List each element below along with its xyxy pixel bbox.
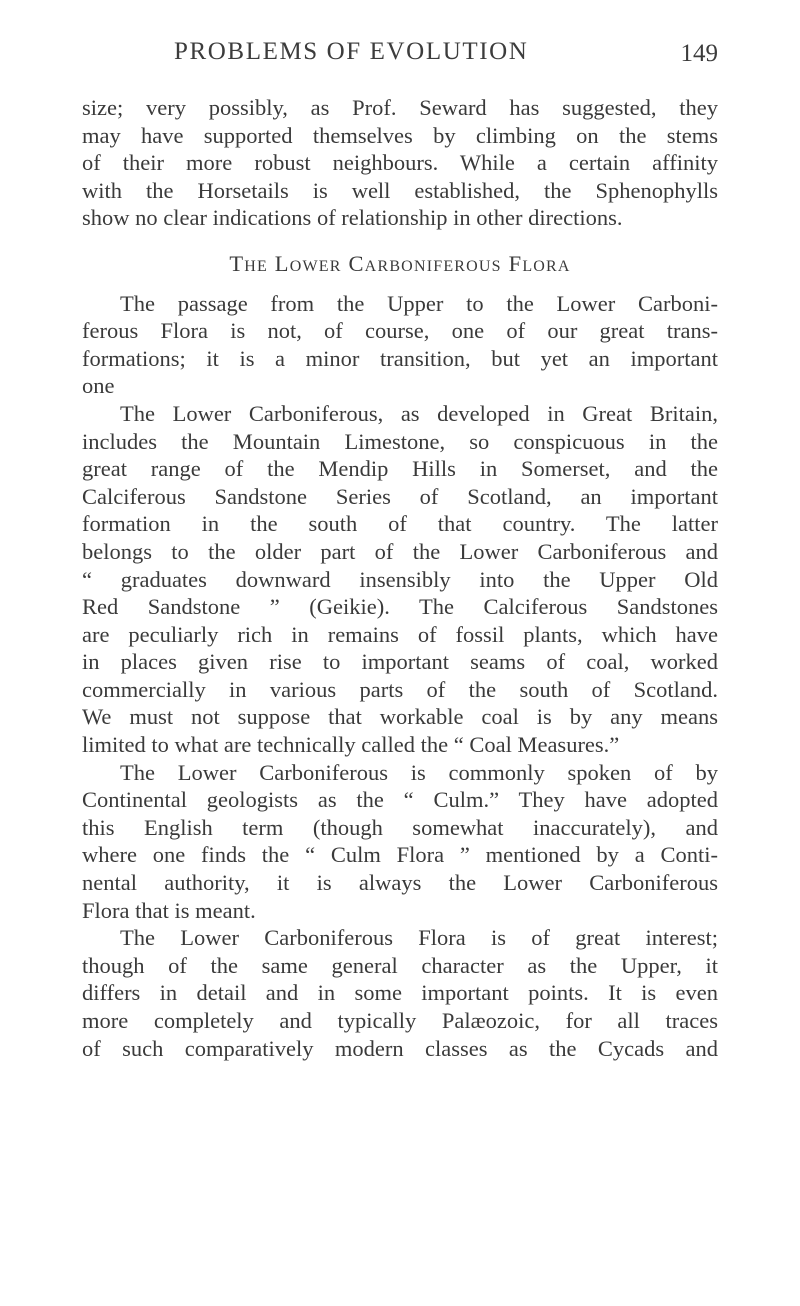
text-line: includes the Mountain Limestone, so conspicuous in the [82, 428, 718, 454]
text-line: may have supported themselves by climbing on the stems [82, 122, 718, 148]
text-line: differs in detail and in some important points. It is even [82, 980, 718, 1006]
paragraph-3 [82, 400, 718, 759]
paragraph-4 [82, 759, 718, 925]
text-line: of their more robust neighbours. While a certain affinity [82, 150, 718, 176]
section-heading: The Lower Carboniferous Flora [229, 250, 571, 276]
text-line: We must not suppose that workable coal is by any means [82, 704, 718, 730]
text-line: The Lower Carboniferous is commonly spoken of by [120, 759, 718, 785]
text-line: this English term (though somewhat inaccurately), and [82, 814, 718, 840]
text-line: Continental geologists as the “ Culm.” They have adopted [82, 787, 718, 813]
text-line: ferous Flora is not, of course, one of our great trans- [82, 318, 718, 344]
text-line: Flora that is meant. [82, 897, 256, 923]
text-line: limited to what are technically called the “ Coal Measures.” [82, 732, 620, 758]
text-line: of such comparatively modern classes as the Cycads and [82, 1035, 718, 1061]
text-line: show no clear indications of relationship in other directions. [82, 205, 623, 231]
text-line: more completely and typically Palæozoic, for all traces [82, 1008, 718, 1033]
text-line: “ graduates downward insensibly into the Upper Old [82, 566, 718, 592]
paragraph-1 [82, 94, 718, 232]
text-line: formations; it is a minor transition, but yet an important [82, 345, 718, 371]
text-line: belongs to the older part of the Lower Carboniferous and [82, 538, 718, 564]
running-title: PROBLEMS OF EVOLUTION [174, 38, 529, 65]
text-line: Red Sandstone ” (Geikie). The Calciferous Sandstones [82, 594, 718, 620]
text-line: though of the same general character as the Upper, it [82, 952, 718, 978]
text-line: The passage from the Upper to the Lower Carboni- [120, 290, 718, 316]
text-line: with the Horsetails is well established, the Sphenophylls [82, 177, 718, 203]
text-line: where one finds the “ Culm Flora ” mentioned by a Conti- [82, 842, 718, 868]
text-line: are peculiarly rich in remains of fossil plants, which have [82, 621, 718, 647]
paragraph-5 [82, 924, 718, 1062]
text-line: great range of the Mendip Hills in Somerset, and the [82, 456, 718, 482]
page-number: 149 [680, 40, 718, 67]
text-line: commercially in various parts of the south of Scotland. [82, 676, 718, 702]
body-text [82, 94, 718, 1062]
text-line: formation in the south of that country. The latter [82, 511, 718, 537]
paragraph-2 [82, 290, 718, 400]
running-head [82, 38, 718, 78]
text-line: Calciferous Sandstone Series of Scotland, an important [82, 483, 718, 509]
text-line: The Lower Carboniferous Flora is of great interest; [120, 925, 718, 951]
text-line: one [82, 373, 115, 399]
text-line: nental authority, it is always the Lower Carboniferous [82, 870, 718, 896]
text-line: size; very possibly, as Prof. Seward has suggested, they [82, 95, 718, 120]
text-line: The Lower Carboniferous, as developed in Great Britain, [120, 400, 718, 426]
text-line: in places given rise to important seams of coal, worked [82, 649, 718, 675]
